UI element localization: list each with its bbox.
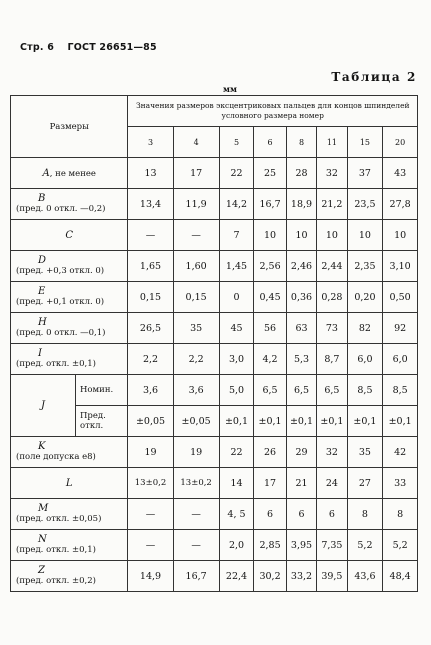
units-label: мм <box>223 84 237 94</box>
table-cell: 16,7 <box>254 189 287 220</box>
table-cell: 92 <box>383 313 418 344</box>
table-cell: 11,9 <box>173 189 219 220</box>
row-label-text: (пред. 0 откл. —0,1) <box>16 328 106 338</box>
table-cell: 22 <box>219 158 254 189</box>
table-row <box>11 468 418 499</box>
table-cell: 7 <box>219 220 254 251</box>
table-row <box>11 561 418 592</box>
row-symbol: C <box>65 229 74 241</box>
table-cell: 10 <box>317 220 347 251</box>
row-label <box>11 158 128 189</box>
table-cell: 35 <box>173 313 219 344</box>
column-header: 8 <box>286 127 316 158</box>
table-cell: 0,50 <box>383 282 418 313</box>
row-label <box>11 437 128 468</box>
row-label <box>11 220 128 251</box>
row-label-text: , не менее <box>49 168 96 179</box>
table-cell: 4, 5 <box>219 499 254 530</box>
table-cell: 4,2 <box>254 344 287 375</box>
table-cell: 0,15 <box>128 282 173 313</box>
row-label-text: (пред. +0,1 откл. 0) <box>16 297 105 307</box>
table-cell: 35 <box>347 437 383 468</box>
row-symbol: A <box>42 167 50 179</box>
table-cell: 17 <box>173 158 219 189</box>
table-cell: 2,85 <box>254 530 287 561</box>
table-cell: 0,15 <box>173 282 219 313</box>
table-cell: 19 <box>173 437 219 468</box>
column-header: 11 <box>317 127 347 158</box>
table-cell: 10 <box>254 220 287 251</box>
table-cell: 14,2 <box>219 189 254 220</box>
table-cell: 28 <box>286 158 316 189</box>
table-cell: 13±0,2 <box>173 468 219 499</box>
table-cell: 8,5 <box>383 375 418 406</box>
dimensions-table <box>10 95 418 592</box>
table-cell: 6,5 <box>286 375 316 406</box>
page-header <box>20 42 167 53</box>
table-cell: 43 <box>383 158 418 189</box>
table-cell: 6,0 <box>383 344 418 375</box>
row-label-text: (пред. 0 откл. —0,2) <box>16 204 106 214</box>
table-row <box>11 530 418 561</box>
row-label <box>11 468 128 499</box>
table-cell: 6,0 <box>347 344 383 375</box>
table-cell: — <box>173 499 219 530</box>
table-cell: 22,4 <box>219 561 254 592</box>
table-row <box>11 499 418 530</box>
table-row <box>11 251 418 282</box>
table-cell: 26 <box>254 437 287 468</box>
table-cell: — <box>173 530 219 561</box>
table-cell: ±0,05 <box>128 406 173 437</box>
table-row <box>11 437 418 468</box>
row-label <box>11 189 128 220</box>
table-cell: 0 <box>219 282 254 313</box>
row-label-text: (пред. откл. ±0,05) <box>16 514 102 524</box>
column-header: 3 <box>128 127 173 158</box>
row-label-text: (пред. откл. ±0,2) <box>16 576 96 586</box>
row-label <box>11 251 128 282</box>
table-cell: — <box>128 220 173 251</box>
row-label-text: (поле допуска е8) <box>16 452 96 462</box>
table-cell: 18,9 <box>286 189 316 220</box>
table-cell: 8 <box>383 499 418 530</box>
row-label <box>11 561 128 592</box>
table-cell: ±0,1 <box>317 406 347 437</box>
header-group: Значения размеров эксцентриковых пальцев для концов шпинделей условного размера номер <box>128 96 418 127</box>
row-label <box>11 313 128 344</box>
table-cell: 48,4 <box>383 561 418 592</box>
table-cell: 27 <box>347 468 383 499</box>
header-sizes: Размеры <box>11 96 128 158</box>
column-header: 4 <box>173 127 219 158</box>
row-sublabel: Номин. <box>76 375 128 406</box>
column-header: 20 <box>383 127 418 158</box>
table-cell: 2,35 <box>347 251 383 282</box>
table-cell: — <box>128 499 173 530</box>
table-cell: ±0,05 <box>173 406 219 437</box>
table-cell: 0,45 <box>254 282 287 313</box>
table-cell: 26,5 <box>128 313 173 344</box>
row-symbol: Z <box>38 565 45 576</box>
table-cell: 2,56 <box>254 251 287 282</box>
table-cell: 32 <box>317 437 347 468</box>
table-cell: 0,20 <box>347 282 383 313</box>
table-cell: 10 <box>347 220 383 251</box>
table-cell: 22 <box>219 437 254 468</box>
column-header: 15 <box>347 127 383 158</box>
table-cell: 39,5 <box>317 561 347 592</box>
table-cell: 23,5 <box>347 189 383 220</box>
table-row <box>11 282 418 313</box>
table-cell: 73 <box>317 313 347 344</box>
table-cell: 10 <box>286 220 316 251</box>
table-cell: 8,5 <box>347 375 383 406</box>
table-cell: 24 <box>317 468 347 499</box>
table-cell: 8,7 <box>317 344 347 375</box>
table-cell: 2,44 <box>317 251 347 282</box>
table-cell: 21 <box>286 468 316 499</box>
table-cell: 10 <box>383 220 418 251</box>
table-cell: 16,7 <box>173 561 219 592</box>
table-cell: 17 <box>254 468 287 499</box>
table-cell: ±0,1 <box>219 406 254 437</box>
table-cell: 3,0 <box>219 344 254 375</box>
table-cell: 37 <box>347 158 383 189</box>
table-cell: 5,3 <box>286 344 316 375</box>
table-cell: 5,2 <box>383 530 418 561</box>
table-cell: 1,60 <box>173 251 219 282</box>
column-header: 5 <box>219 127 254 158</box>
row-label-text: (пред. откл. ±0,1) <box>16 545 96 555</box>
table-cell: 45 <box>219 313 254 344</box>
row-symbol: I <box>38 348 42 359</box>
table-cell: 7,35 <box>317 530 347 561</box>
table-cell: 5,2 <box>347 530 383 561</box>
row-symbol: H <box>38 317 47 328</box>
table-cell: 56 <box>254 313 287 344</box>
table-cell: 8 <box>347 499 383 530</box>
table-cell: 6,5 <box>317 375 347 406</box>
table-cell: 13 <box>128 158 173 189</box>
table-cell: 3,6 <box>173 375 219 406</box>
table-cell: 32 <box>317 158 347 189</box>
table-row <box>11 158 418 189</box>
table-row <box>11 189 418 220</box>
row-label <box>11 282 128 313</box>
row-symbol: D <box>38 255 47 266</box>
table-cell: 3,10 <box>383 251 418 282</box>
row-label <box>11 530 128 561</box>
table-cell: ±0,1 <box>383 406 418 437</box>
column-header: 6 <box>254 127 287 158</box>
row-symbol: J <box>11 375 76 437</box>
table-cell: 6 <box>317 499 347 530</box>
table-cell: 3,6 <box>128 375 173 406</box>
table-cell: 2,2 <box>128 344 173 375</box>
table-cell: 19 <box>128 437 173 468</box>
table-cell: — <box>173 220 219 251</box>
table-cell: 3,95 <box>286 530 316 561</box>
row-label <box>11 344 128 375</box>
table-cell: 33 <box>383 468 418 499</box>
table-cell: 2,2 <box>173 344 219 375</box>
page-number: Стр. 6 <box>20 42 55 53</box>
table-body <box>11 158 418 592</box>
table-cell: 13,4 <box>128 189 173 220</box>
row-symbol: K <box>38 441 46 452</box>
table-cell: 2,0 <box>219 530 254 561</box>
table-title: Таблица 2 <box>331 70 417 84</box>
table-cell: 27,8 <box>383 189 418 220</box>
table-row <box>11 344 418 375</box>
row-label <box>11 499 128 530</box>
table-cell: 30,2 <box>254 561 287 592</box>
standard-number: ГОСТ 26651—85 <box>67 42 157 53</box>
table-cell: ±0,1 <box>254 406 287 437</box>
row-label-text: (пред. откл. ±0,1) <box>16 359 96 369</box>
table-row <box>11 375 418 406</box>
row-label-text: (пред. +0,3 откл. 0) <box>16 266 105 276</box>
row-sublabel: Пред. откл. <box>76 406 128 437</box>
row-symbol: B <box>38 193 46 204</box>
row-symbol: N <box>38 534 47 545</box>
table-cell: 5,0 <box>219 375 254 406</box>
table-cell: 6,5 <box>254 375 287 406</box>
table-cell: 33,2 <box>286 561 316 592</box>
table-cell: 14 <box>219 468 254 499</box>
table-cell: — <box>128 530 173 561</box>
table-cell: 13±0,2 <box>128 468 173 499</box>
table-cell: 1,65 <box>128 251 173 282</box>
table-cell: 14,9 <box>128 561 173 592</box>
table-cell: 0,36 <box>286 282 316 313</box>
table-cell: 25 <box>254 158 287 189</box>
table-cell: 43,6 <box>347 561 383 592</box>
row-symbol: M <box>38 503 49 514</box>
table-cell: 82 <box>347 313 383 344</box>
table-cell: ±0,1 <box>347 406 383 437</box>
table-row <box>11 220 418 251</box>
table-cell: 6 <box>286 499 316 530</box>
table-cell: ±0,1 <box>286 406 316 437</box>
table-cell: 0,28 <box>317 282 347 313</box>
table-cell: 2,46 <box>286 251 316 282</box>
row-symbol: L <box>65 477 73 489</box>
table-cell: 1,45 <box>219 251 254 282</box>
table-row <box>11 313 418 344</box>
table-cell: 63 <box>286 313 316 344</box>
table-cell: 42 <box>383 437 418 468</box>
row-symbol: E <box>38 286 46 297</box>
table-cell: 29 <box>286 437 316 468</box>
table-cell: 6 <box>254 499 287 530</box>
table-cell: 21,2 <box>317 189 347 220</box>
